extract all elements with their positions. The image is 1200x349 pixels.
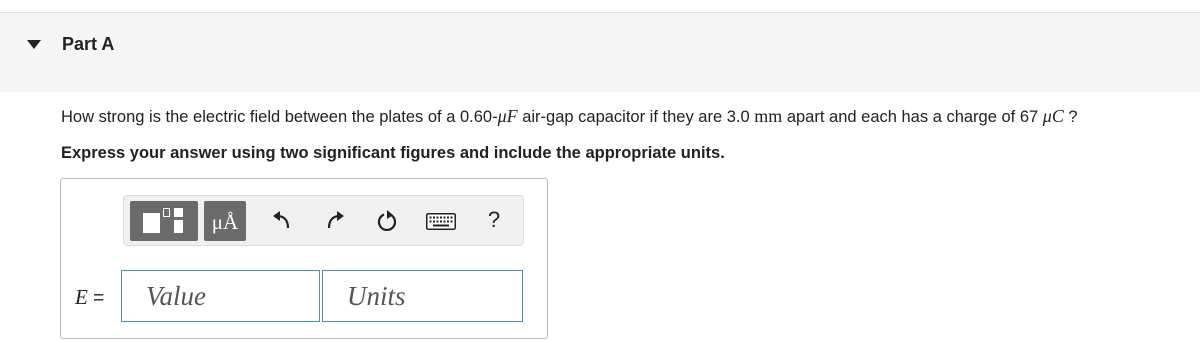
- value-input[interactable]: [122, 271, 319, 321]
- question-part-4: ?: [1063, 108, 1078, 126]
- answer-variable: E: [75, 285, 88, 309]
- distance-unit: mm: [754, 106, 783, 126]
- keyboard-icon[interactable]: [426, 213, 456, 230]
- equals-sign: =: [87, 288, 105, 309]
- answer-instruction: Express your answer using two significant figures and include the appropriate units.: [61, 144, 725, 162]
- units-input[interactable]: [323, 271, 522, 321]
- charge-unit: μC: [1042, 106, 1064, 126]
- answer-variable-label: [75, 285, 104, 310]
- units-button[interactable]: μÅ: [204, 201, 246, 241]
- question-text: [61, 106, 1078, 127]
- capacitance-unit: μF: [497, 106, 518, 126]
- part-header[interactable]: [0, 13, 1200, 92]
- undo-arrow-icon[interactable]: [271, 208, 293, 234]
- question-part-2: air-gap capacitor if they are 3.0: [517, 108, 755, 126]
- templates-button[interactable]: [130, 201, 198, 241]
- question-part-3: apart and each has a charge of 67: [782, 108, 1043, 126]
- question-part-1: How strong is the electric field between the plates of a 0.60-: [61, 108, 498, 126]
- part-title[interactable]: Part A: [62, 34, 115, 54]
- units-field-container: [322, 270, 523, 322]
- value-field-container: [121, 270, 320, 322]
- math-toolbar: [123, 195, 524, 246]
- reset-circular-arrow-icon[interactable]: [376, 208, 398, 234]
- collapse-caret-icon[interactable]: [27, 40, 41, 49]
- help-button[interactable]: ?: [487, 207, 501, 232]
- redo-arrow-icon[interactable]: [324, 208, 346, 234]
